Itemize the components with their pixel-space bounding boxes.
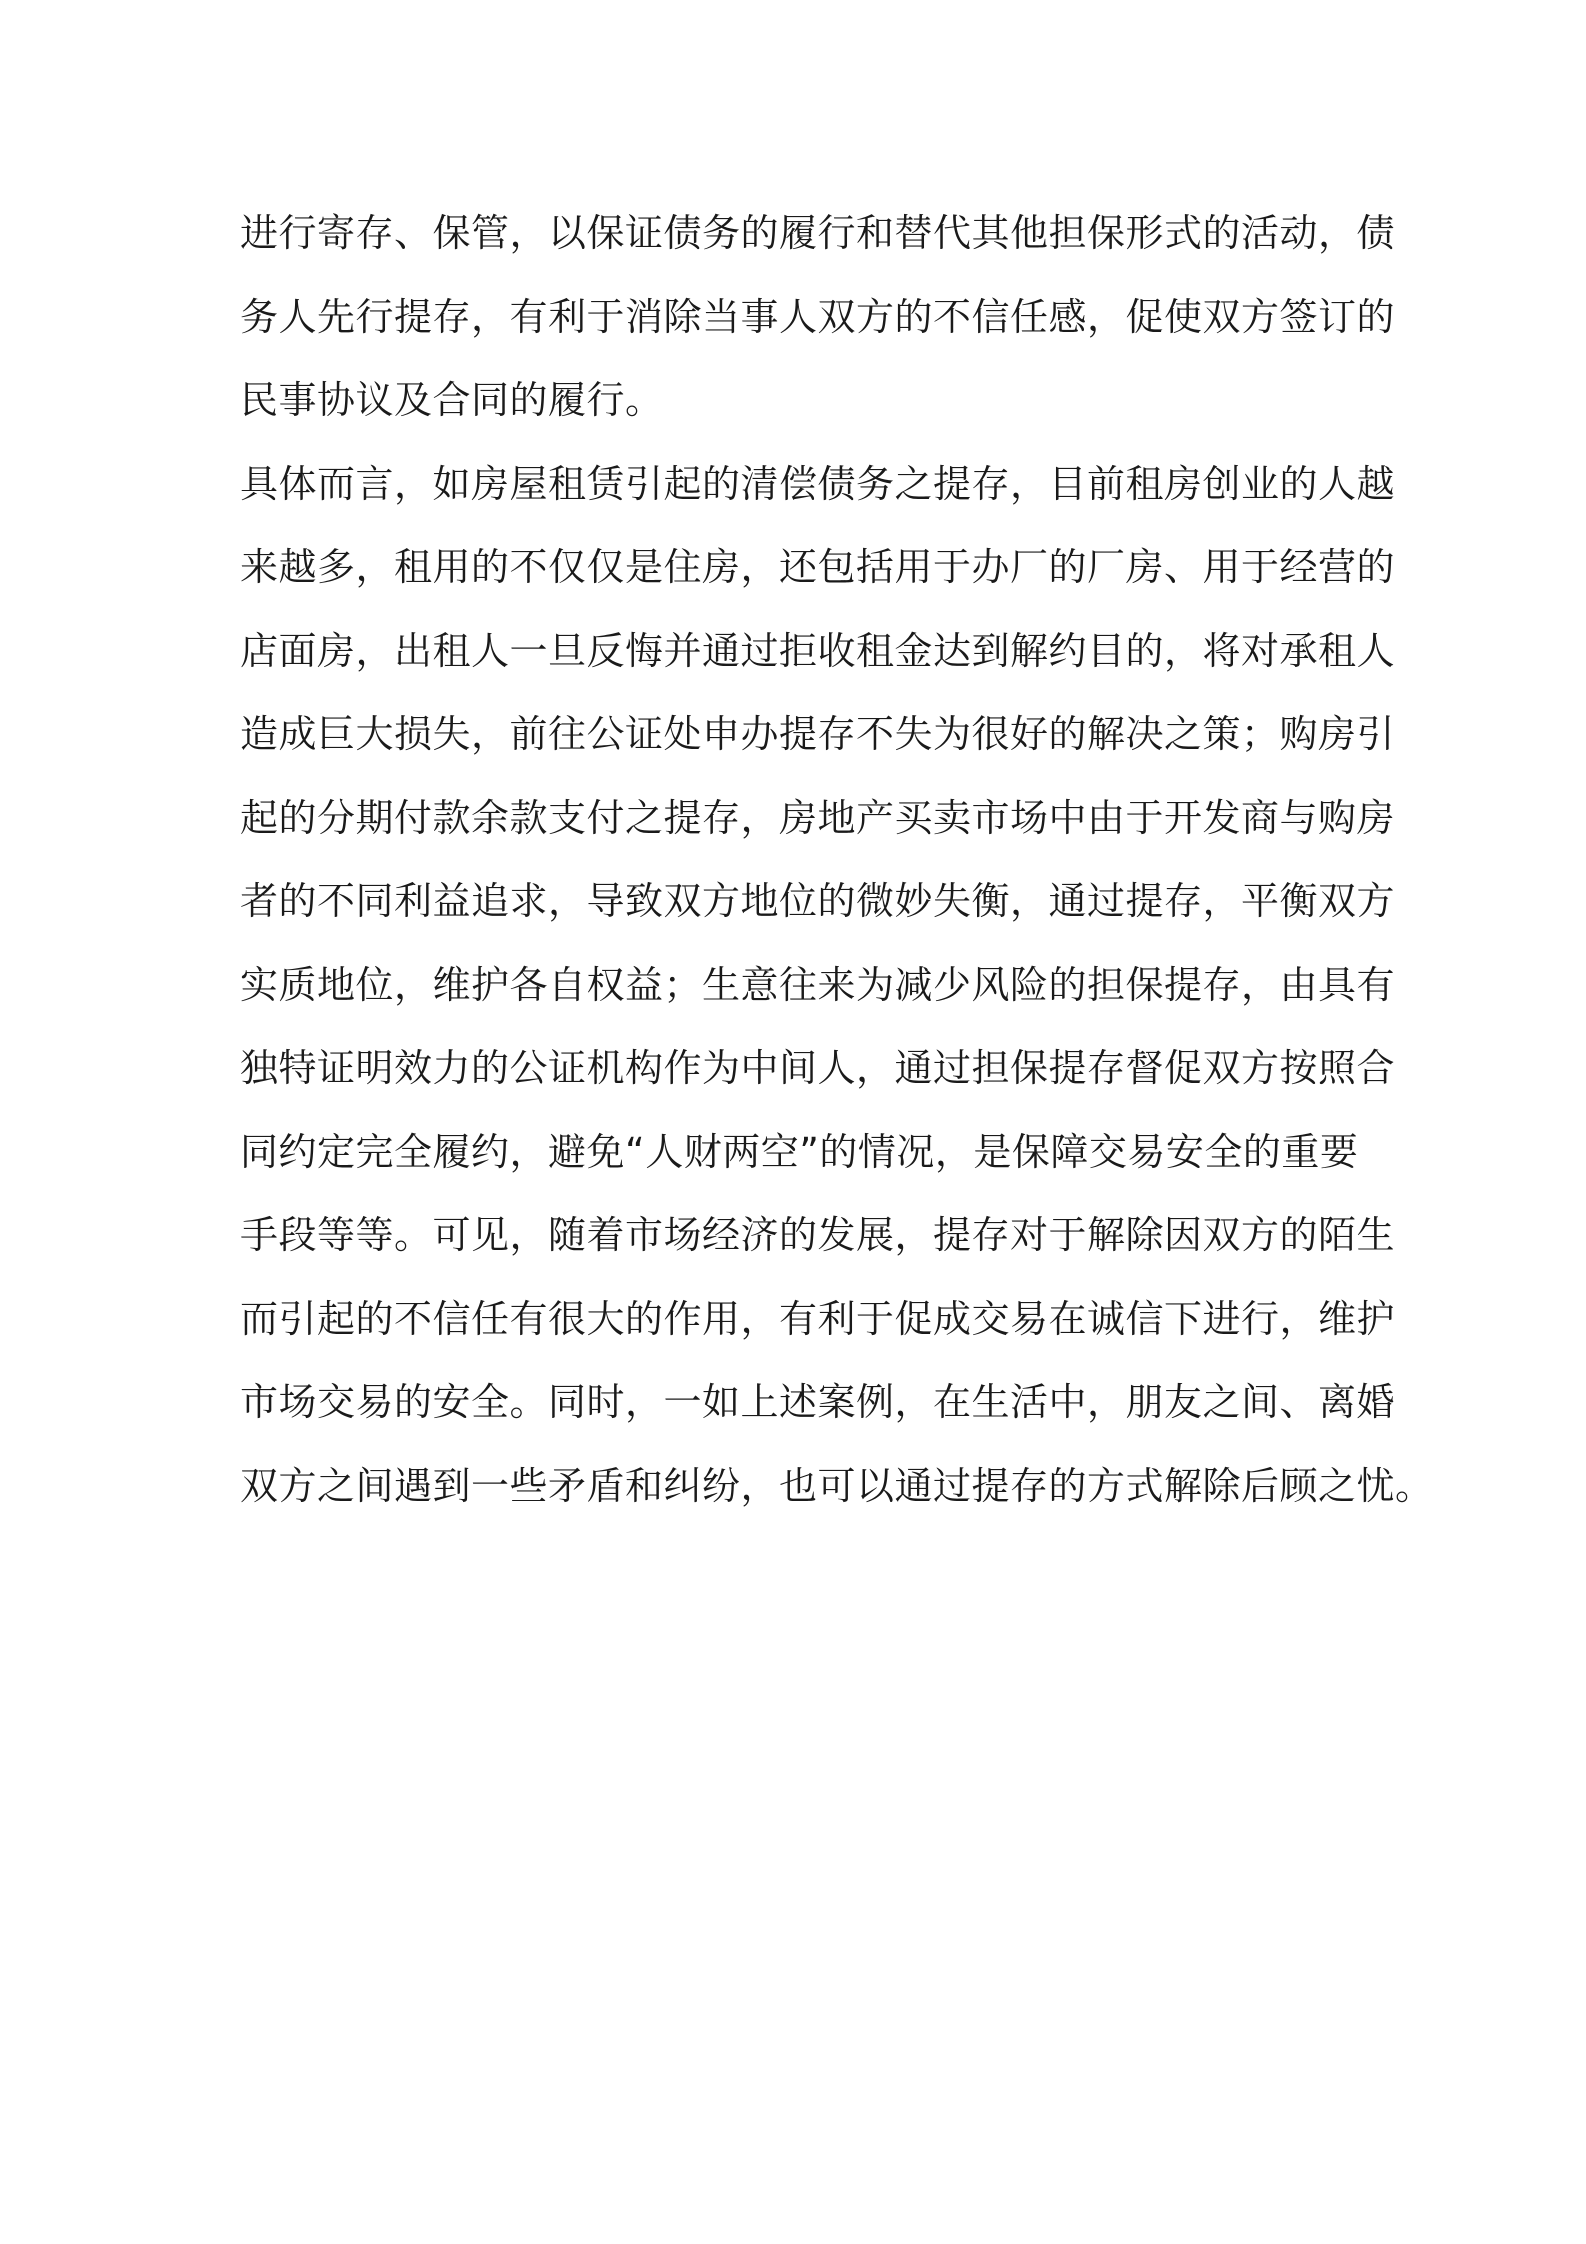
text-line: 民事协议及合同的履行。 [240,378,664,422]
text-line: 而引起的不信任有很大的作用，有利于促成交易在诚信下进行，维护 [240,1296,1396,1341]
text-line: 双方之间遇到一些矛盾和纠纷，也可以通过提存的方式解除后顾之忧。 [240,1463,1434,1508]
text-line: 市场交易的安全。同时，一如上述案例，在生活中，朋友之间、离婚 [240,1380,1396,1424]
text-line: 来越多，租用的不仅仅是住房，还包括用于办厂的厂房、用于经营的 [240,545,1396,589]
text-line: 实质地位，维护各自权益；生意往来为减少风险的担保提存，由具有 [240,962,1396,1007]
text-line: 者的不同利益追求，导致双方地位的微妙失衡，通过提存，平衡双方 [240,879,1396,923]
text-line: 进行寄存、保管，以保证债务的履行和替代其他担保形式的活动，债 [240,211,1396,255]
document-body [240,192,1434,1528]
text-line: 造成巨大损失，前往公证处申办提存不失为很好的解决之策；购房引 [240,712,1396,756]
text-line: 独特证明效力的公证机构作为中间人，通过担保提存督促双方按照合 [240,1046,1396,1090]
text-line: 同约定完全履约，避免“人财两空”的情况，是保障交易安全的重要 [240,1129,1359,1174]
text-line: 店面房，出租人一旦反悔并通过拒收租金达到解约目的，将对承租人 [240,628,1396,673]
text-line: 起的分期付款余款支付之提存，房地产买卖市场中由于开发商与购房 [240,795,1396,840]
text-line: 具体而言，如房屋租赁引起的清偿债务之提存，目前租房创业的人越 [240,461,1396,506]
text-line: 务人先行提存，有利于消除当事人双方的不信任感，促使双方签订的 [240,294,1396,339]
text-line: 手段等等。可见，随着市场经济的发展，提存对于解除因双方的陌生 [240,1213,1396,1257]
